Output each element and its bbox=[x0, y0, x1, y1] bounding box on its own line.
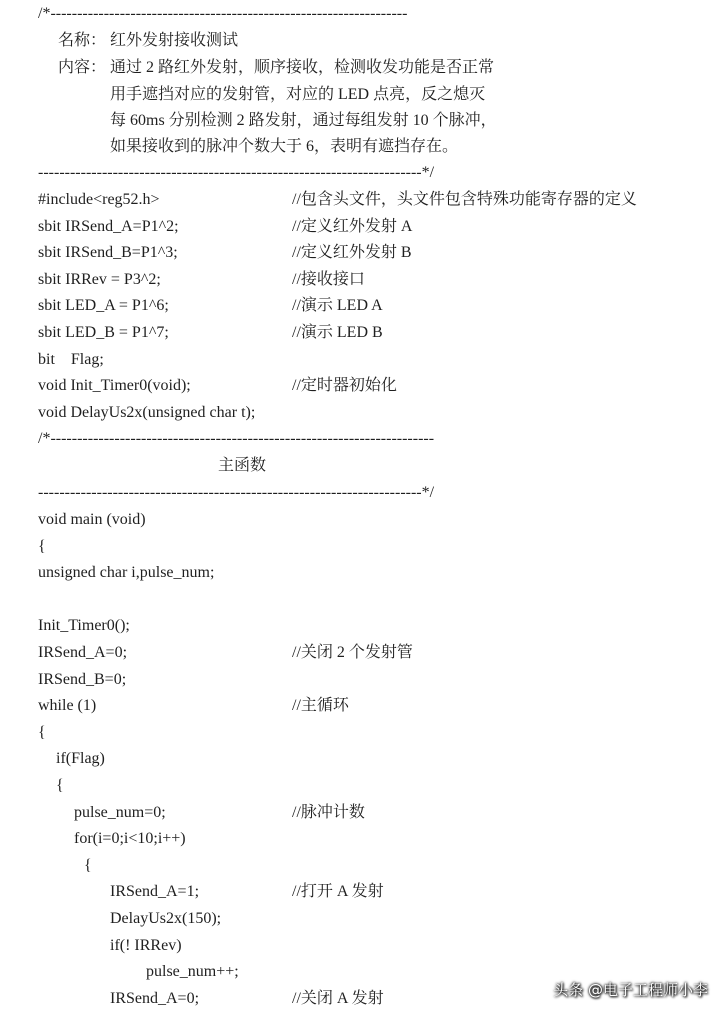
code-comment: //定时器初始化 bbox=[292, 377, 397, 395]
name-line bbox=[0, 28, 720, 55]
code-text: void Init_Timer0(void); bbox=[38, 377, 191, 395]
code-line bbox=[0, 879, 720, 906]
content-text: 用手遮挡对应的发射管，对应的 LED 点亮，反之熄灭 bbox=[110, 86, 486, 103]
code-text: sbit IRSend_A=P1^2; bbox=[38, 217, 179, 235]
code-text: void DelayUs2x(unsigned char t); bbox=[38, 403, 256, 421]
content-line-1 bbox=[0, 55, 720, 82]
code-comment: //定义红外发射 B bbox=[292, 244, 412, 262]
code-line bbox=[0, 800, 720, 827]
code-line bbox=[0, 587, 720, 614]
code-text: IRSend_B=0; bbox=[38, 670, 127, 688]
code-comment: //关闭 2 个发射管 bbox=[292, 644, 413, 661]
code-comment: //主循环 bbox=[292, 697, 349, 715]
comment-close-line bbox=[0, 160, 720, 187]
code-line bbox=[0, 773, 720, 800]
code-line bbox=[0, 293, 720, 320]
code-text: sbit LED_A = P1^6; bbox=[38, 297, 169, 315]
code-line bbox=[0, 560, 720, 587]
content-line-2 bbox=[0, 82, 720, 109]
content-text: 每 60ms 分别检测 2 路发射，通过每组发射 10 个脉冲， bbox=[110, 112, 497, 129]
code-text: while (1) bbox=[38, 697, 97, 715]
code-text: pulse_num++; bbox=[146, 963, 239, 981]
code-line bbox=[0, 240, 720, 267]
code-text: Init_Timer0(); bbox=[38, 617, 130, 635]
main-comment-close-line bbox=[0, 480, 720, 507]
code-text: sbit LED_B = P1^7; bbox=[38, 324, 169, 341]
code-line bbox=[0, 720, 720, 747]
code-line bbox=[0, 746, 720, 773]
code-text: DelayUs2x(150); bbox=[110, 910, 222, 927]
code-line bbox=[0, 826, 720, 853]
comment-open-line bbox=[0, 1, 720, 28]
watermark: 头条 @电子工程师小李 bbox=[553, 981, 708, 999]
code-line bbox=[0, 507, 720, 534]
name-label: 名称： bbox=[58, 32, 107, 49]
content-label: 内容： bbox=[58, 59, 107, 76]
code-line bbox=[0, 534, 720, 561]
code-text: IRSend_A=0; bbox=[110, 989, 200, 1007]
code-text: IRSend_A=0; bbox=[38, 644, 128, 661]
main-comment-open-line bbox=[0, 426, 720, 453]
code-text: bit Flag; bbox=[38, 350, 104, 368]
code-line bbox=[0, 400, 720, 427]
main-title-line bbox=[0, 453, 720, 480]
code-text: { bbox=[56, 777, 64, 794]
name-value: 红外发射接收测试 bbox=[110, 32, 239, 49]
main-title: 主函数 bbox=[218, 457, 267, 474]
code-text: unsigned char i,pulse_num; bbox=[38, 564, 215, 582]
code-text: #include<reg52.h> bbox=[38, 191, 160, 208]
code-line bbox=[0, 373, 720, 400]
comment-close: ------------------------------------------------------------------------*/ bbox=[38, 164, 435, 181]
code-line bbox=[0, 214, 720, 241]
code-text: { bbox=[84, 856, 92, 874]
code-comment: //定义红外发射 A bbox=[292, 217, 413, 235]
code-line bbox=[0, 613, 720, 640]
code-text: { bbox=[38, 723, 46, 741]
code-line bbox=[0, 320, 720, 347]
code-line bbox=[0, 906, 720, 933]
code-line bbox=[0, 267, 720, 294]
content-line-3 bbox=[0, 108, 720, 135]
code-line bbox=[0, 347, 720, 374]
code-line bbox=[0, 187, 720, 214]
code-comment: //演示 LED A bbox=[292, 297, 383, 315]
code-text: sbit IRSend_B=P1^3; bbox=[38, 244, 178, 262]
main-comment-open: /*------------------------------------------------------------------------ bbox=[38, 430, 435, 447]
code-text: if(! IRRev) bbox=[110, 936, 182, 954]
code-comment: //脉冲计数 bbox=[292, 803, 365, 821]
code-text: if(Flag) bbox=[56, 750, 105, 768]
code-text: for(i=0;i<10;i++) bbox=[74, 830, 186, 848]
code-line bbox=[0, 640, 720, 667]
content-text: 通过 2 路红外发射，顺序接收，检测收发功能是否正常 bbox=[110, 59, 495, 76]
code-line bbox=[0, 853, 720, 880]
main-comment-close: ------------------------------------------------------------------------*/ bbox=[38, 484, 435, 501]
code-comment: //包含头文件，头文件包含特殊功能寄存器的定义 bbox=[292, 191, 637, 208]
code-text: { bbox=[38, 537, 46, 555]
code-text: IRSend_A=1; bbox=[110, 883, 200, 901]
code-text: pulse_num=0; bbox=[74, 803, 166, 821]
code-comment: //关闭 A 发射 bbox=[292, 989, 384, 1007]
code-line bbox=[0, 693, 720, 720]
content-text: 如果接收到的脉冲个数大于 6，表明有遮挡存在。 bbox=[110, 138, 459, 155]
code-comment: //演示 LED B bbox=[292, 324, 383, 341]
comment-open: /*------------------------------------------------------------------- bbox=[38, 5, 408, 22]
code-comment: //打开 A 发射 bbox=[292, 883, 384, 901]
content-line-4 bbox=[0, 134, 720, 161]
code-line bbox=[0, 933, 720, 960]
code-text: void main (void) bbox=[38, 511, 146, 528]
code-line bbox=[0, 667, 720, 694]
code-comment: //接收接口 bbox=[292, 270, 365, 288]
code-text: sbit IRRev = P3^2; bbox=[38, 270, 161, 288]
